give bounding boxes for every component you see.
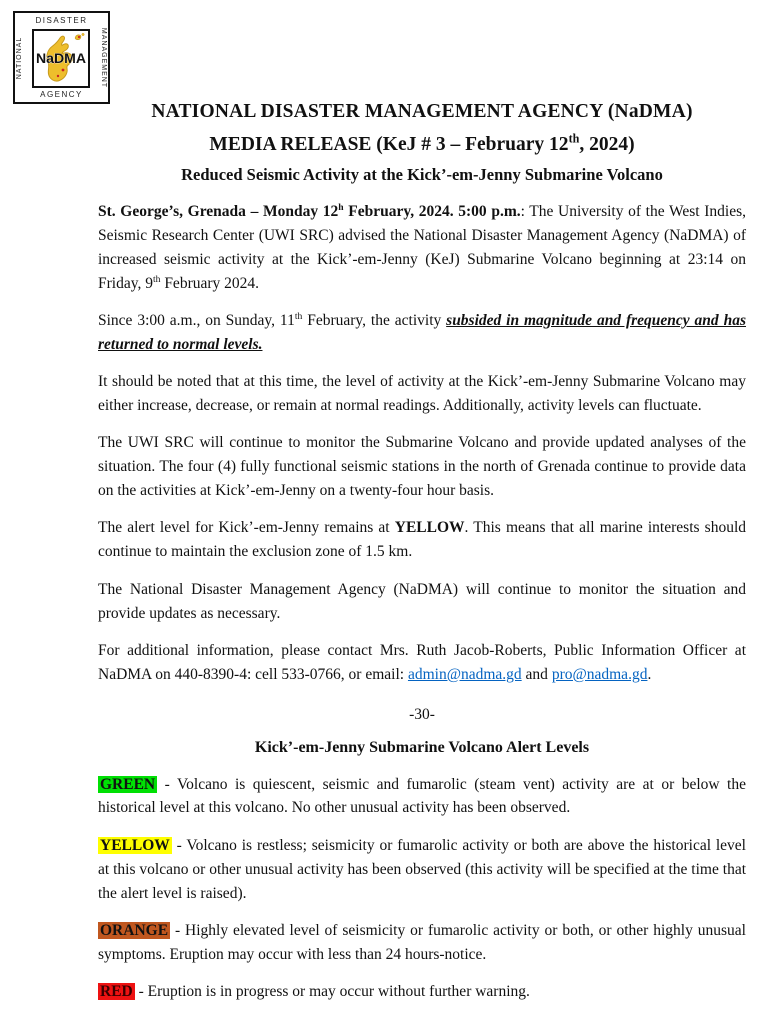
end-marker: -30-	[409, 705, 435, 723]
logo-center-text: NaDMA	[36, 50, 86, 66]
release-title	[98, 131, 746, 156]
nadma-logo	[13, 11, 110, 104]
paragraph-2-sup: th	[294, 310, 303, 322]
release-title-sup: th	[568, 131, 580, 146]
release-title-post: , 2024)	[579, 134, 635, 155]
alert-item-orange	[98, 919, 746, 967]
alert-item-green	[98, 773, 746, 821]
alert-levels-title: Kick’-em-Jenny Submarine Volcano Alert Levels	[254, 738, 590, 756]
yellow-alert-badge: YELLOW	[100, 836, 170, 854]
paragraph-1-text: : The University of the West Indies, Seismic Research Center (UWI SRC) advised the National Disaster Management Agency (NaDMA) of increased seismic activity at the Kick’-em-Jenny (KeJ) Submarine Volcano beginning at 23:14 on Friday, 9	[98, 203, 746, 292]
alert-level-yellow-word: YELLOW	[394, 519, 465, 537]
green-alert-text: - Volcano is quiescent, seismic and fumarolic (steam vent) activity are at or below the historical level at this volcano. No other unusual activity has been observed.	[98, 775, 746, 817]
release-title-pre: MEDIA RELEASE (KeJ # 3 – February 12	[209, 134, 569, 155]
logo-inner-box	[32, 29, 90, 88]
grenada-island-icon	[34, 31, 88, 86]
paragraph-subsided	[98, 309, 746, 357]
paragraph-5-pre: The alert level for Kick’-em-Jenny remains at	[98, 519, 395, 537]
paragraph-1-end: February 2024.	[160, 274, 260, 292]
paragraph-contact	[98, 639, 746, 687]
dateline-pre: St. George’s, Grenada – Monday 12	[98, 203, 339, 220]
red-alert-text: - Eruption is in progress or may occur without further warning.	[134, 983, 530, 1001]
paragraph-monitoring: The UWI SRC will continue to monitor the Submarine Volcano and provide updated analyses of the situation. The four (4) fully functional seismic stations in the north of Grenada continue to provide data on the activities at Kick’-em-Jenny on a twenty-four hour basis.	[98, 434, 746, 500]
contact-end: .	[647, 665, 652, 683]
dateline-sup: h	[338, 201, 344, 213]
orange-alert-text: - Highly elevated level of seismicity or fumarolic activity or both, or other highly unusual symptoms. Eruption may occur with less than 24 hours-notice.	[98, 921, 746, 963]
logo-word-national: NATIONAL	[16, 36, 23, 79]
body-text	[98, 200, 746, 1004]
logo-word-disaster: DISASTER	[35, 16, 88, 25]
paragraph-dateline	[98, 200, 746, 295]
email-link-pro[interactable]: pro@nadma.gd	[551, 665, 648, 683]
logo-word-management: MANAGEMENT	[100, 27, 107, 88]
paragraph-updates: The National Disaster Management Agency (NaDMA) will continue to monitor the situation and provide updates as necessary.	[98, 580, 746, 622]
contact-text: For additional information, please contact Mrs. Ruth Jacob-Roberts, Public Information Officer at NaDMA on 440-8390-4: cell 533-0766, or email:	[98, 641, 746, 683]
alert-levels-list	[98, 773, 746, 1004]
dateline-post: February, 2024. 5:00 p.m.	[343, 203, 521, 220]
page-title: NATIONAL DISASTER MANAGEMENT AGENCY (NaDMA)	[151, 101, 693, 122]
paragraph-2-emphasis: subsided in magnitude and frequency and has returned to normal levels.	[98, 311, 746, 353]
paragraph-alert-level	[98, 516, 746, 564]
subject-title: Reduced Seismic Activity at the Kick’-em-Jenny Submarine Volcano	[181, 165, 663, 184]
paragraph-2-mid: February, the activity	[302, 311, 447, 329]
paragraph-activity-note: It should be noted that at this time, the level of activity at the Kick’-em-Jenny Submarine Volcano may either increase, decrease, or remain at normal readings. Additionally, activity levels can fluctuate.	[98, 373, 746, 415]
email-link-admin[interactable]: admin@nadma.gd	[407, 665, 522, 683]
green-alert-badge: GREEN	[100, 775, 156, 793]
paragraph-2-pre: Since 3:00 a.m., on Sunday, 11	[98, 311, 295, 329]
logo-word-agency: AGENCY	[40, 90, 83, 99]
red-alert-badge: RED	[100, 983, 133, 1001]
orange-alert-badge: ORANGE	[100, 921, 169, 939]
contact-and: and	[521, 665, 552, 683]
dateline-bold	[98, 203, 521, 220]
document-content	[98, 0, 746, 1017]
paragraph-1-sup: th	[152, 273, 161, 285]
paragraph-5-post: . This means that all marine interests should continue to maintain the exclusion zone of 1.5 km.	[98, 519, 747, 561]
yellow-alert-text: - Volcano is restless; seismicity or fumarolic activity or both are above the historical level at this volcano or other unusual activity has been observed (this activity will be specified at the time that the alert level is raised).	[98, 836, 746, 902]
alert-item-red	[98, 980, 746, 1004]
alert-item-yellow	[98, 834, 746, 906]
